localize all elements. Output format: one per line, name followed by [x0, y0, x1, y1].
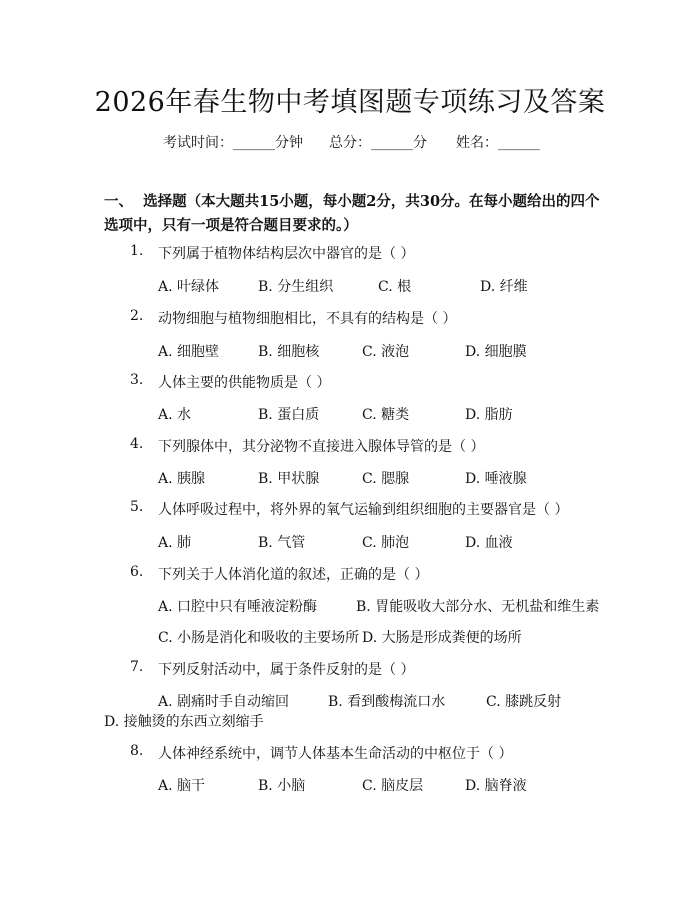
- option-b: B. 气管: [258, 535, 306, 551]
- section-number: 一、: [104, 193, 133, 210]
- option-c: C. 液泡: [362, 344, 410, 360]
- option-d: D. 唾液腺: [465, 471, 527, 487]
- option-d: D. 血液: [465, 535, 513, 551]
- option-c: C. 肺泡: [362, 535, 410, 551]
- question-text: 人体呼吸过程中，将外界的氧气运输到组织细胞的主要器官是（ ）: [158, 502, 569, 518]
- section-instructions: 选择题（本大题共15小题，每小题2分，共30分。在每小题给出的四个选项中，只有一项是符合题目要求的。）: [104, 193, 600, 234]
- option-c: C. 糖类: [362, 407, 410, 423]
- option-a: A. 口腔中只有唾液淀粉酶: [158, 599, 318, 615]
- question-text: 动物细胞与植物细胞相比，不具有的结构是（ ）: [158, 311, 457, 327]
- option-a: A. 叶绿体: [158, 279, 220, 295]
- option-c: C. 脑皮层: [362, 778, 424, 794]
- question-number: 2.: [130, 308, 144, 324]
- question-text: 下列属于植物体结构层次中器官的是（ ）: [158, 246, 415, 262]
- question-number: 1.: [130, 243, 144, 259]
- option-c: C. 腮腺: [362, 471, 410, 487]
- question-number: 6.: [130, 564, 144, 580]
- option-c: C. 根: [378, 279, 412, 295]
- question-number: 3.: [130, 372, 144, 388]
- option-a: A. 脑干: [158, 778, 206, 794]
- option-d: D. 脑脊液: [465, 778, 527, 794]
- option-b: B. 蛋白质: [258, 407, 320, 423]
- question-text: 人体主要的供能物质是（ ）: [158, 375, 331, 391]
- exam-time-field: 考试时间：______分钟: [163, 135, 303, 151]
- total-score-field: 总分：______分: [329, 135, 427, 151]
- option-b: B. 细胞核: [258, 344, 320, 360]
- option-d: D. 大肠是形成粪便的场所: [362, 630, 522, 646]
- question-text: 人体神经系统中，调节人体基本生命活动的中枢位于（ ）: [158, 746, 513, 762]
- option-a: A. 水: [158, 407, 192, 423]
- question-text: 下列反射活动中，属于条件反射的是（ ）: [158, 662, 415, 678]
- option-c: C. 膝跳反射: [486, 694, 562, 710]
- question-text: 下列关于人体消化道的叙述，正确的是（ ）: [158, 567, 429, 583]
- page-title: 2026年春生物中考填图题专项练习及答案: [94, 87, 606, 118]
- section-heading: [104, 190, 604, 238]
- question-text: 下列腺体中，其分泌物不直接进入腺体导管的是（ ）: [158, 439, 485, 455]
- option-d: D. 接触烫的东西立刻缩手: [104, 714, 264, 730]
- option-d: D. 细胞膜: [465, 344, 527, 360]
- option-b: B. 分生组织: [258, 279, 334, 295]
- option-d: D. 脂肪: [465, 407, 513, 423]
- option-c: C. 小肠是消化和吸收的主要场所: [158, 630, 360, 646]
- question-number: 7.: [130, 659, 144, 675]
- option-b: B. 看到酸梅流口水: [328, 694, 446, 710]
- option-a: A. 胰腺: [158, 471, 206, 487]
- option-b: B. 胃能吸收大部分水、无机盐和维生素: [356, 599, 600, 615]
- question-number: 5.: [130, 499, 144, 515]
- question-number: 4.: [130, 436, 144, 452]
- question-number: 8.: [130, 743, 144, 759]
- option-b: B. 小脑: [258, 778, 306, 794]
- option-a: A. 剧痛时手自动缩回: [158, 694, 290, 710]
- student-name-field: 姓名：______: [456, 135, 540, 151]
- option-b: B. 甲状腺: [258, 471, 320, 487]
- option-a: A. 肺: [158, 535, 192, 551]
- option-d: D. 纤维: [480, 279, 528, 295]
- option-a: A. 细胞壁: [158, 344, 220, 360]
